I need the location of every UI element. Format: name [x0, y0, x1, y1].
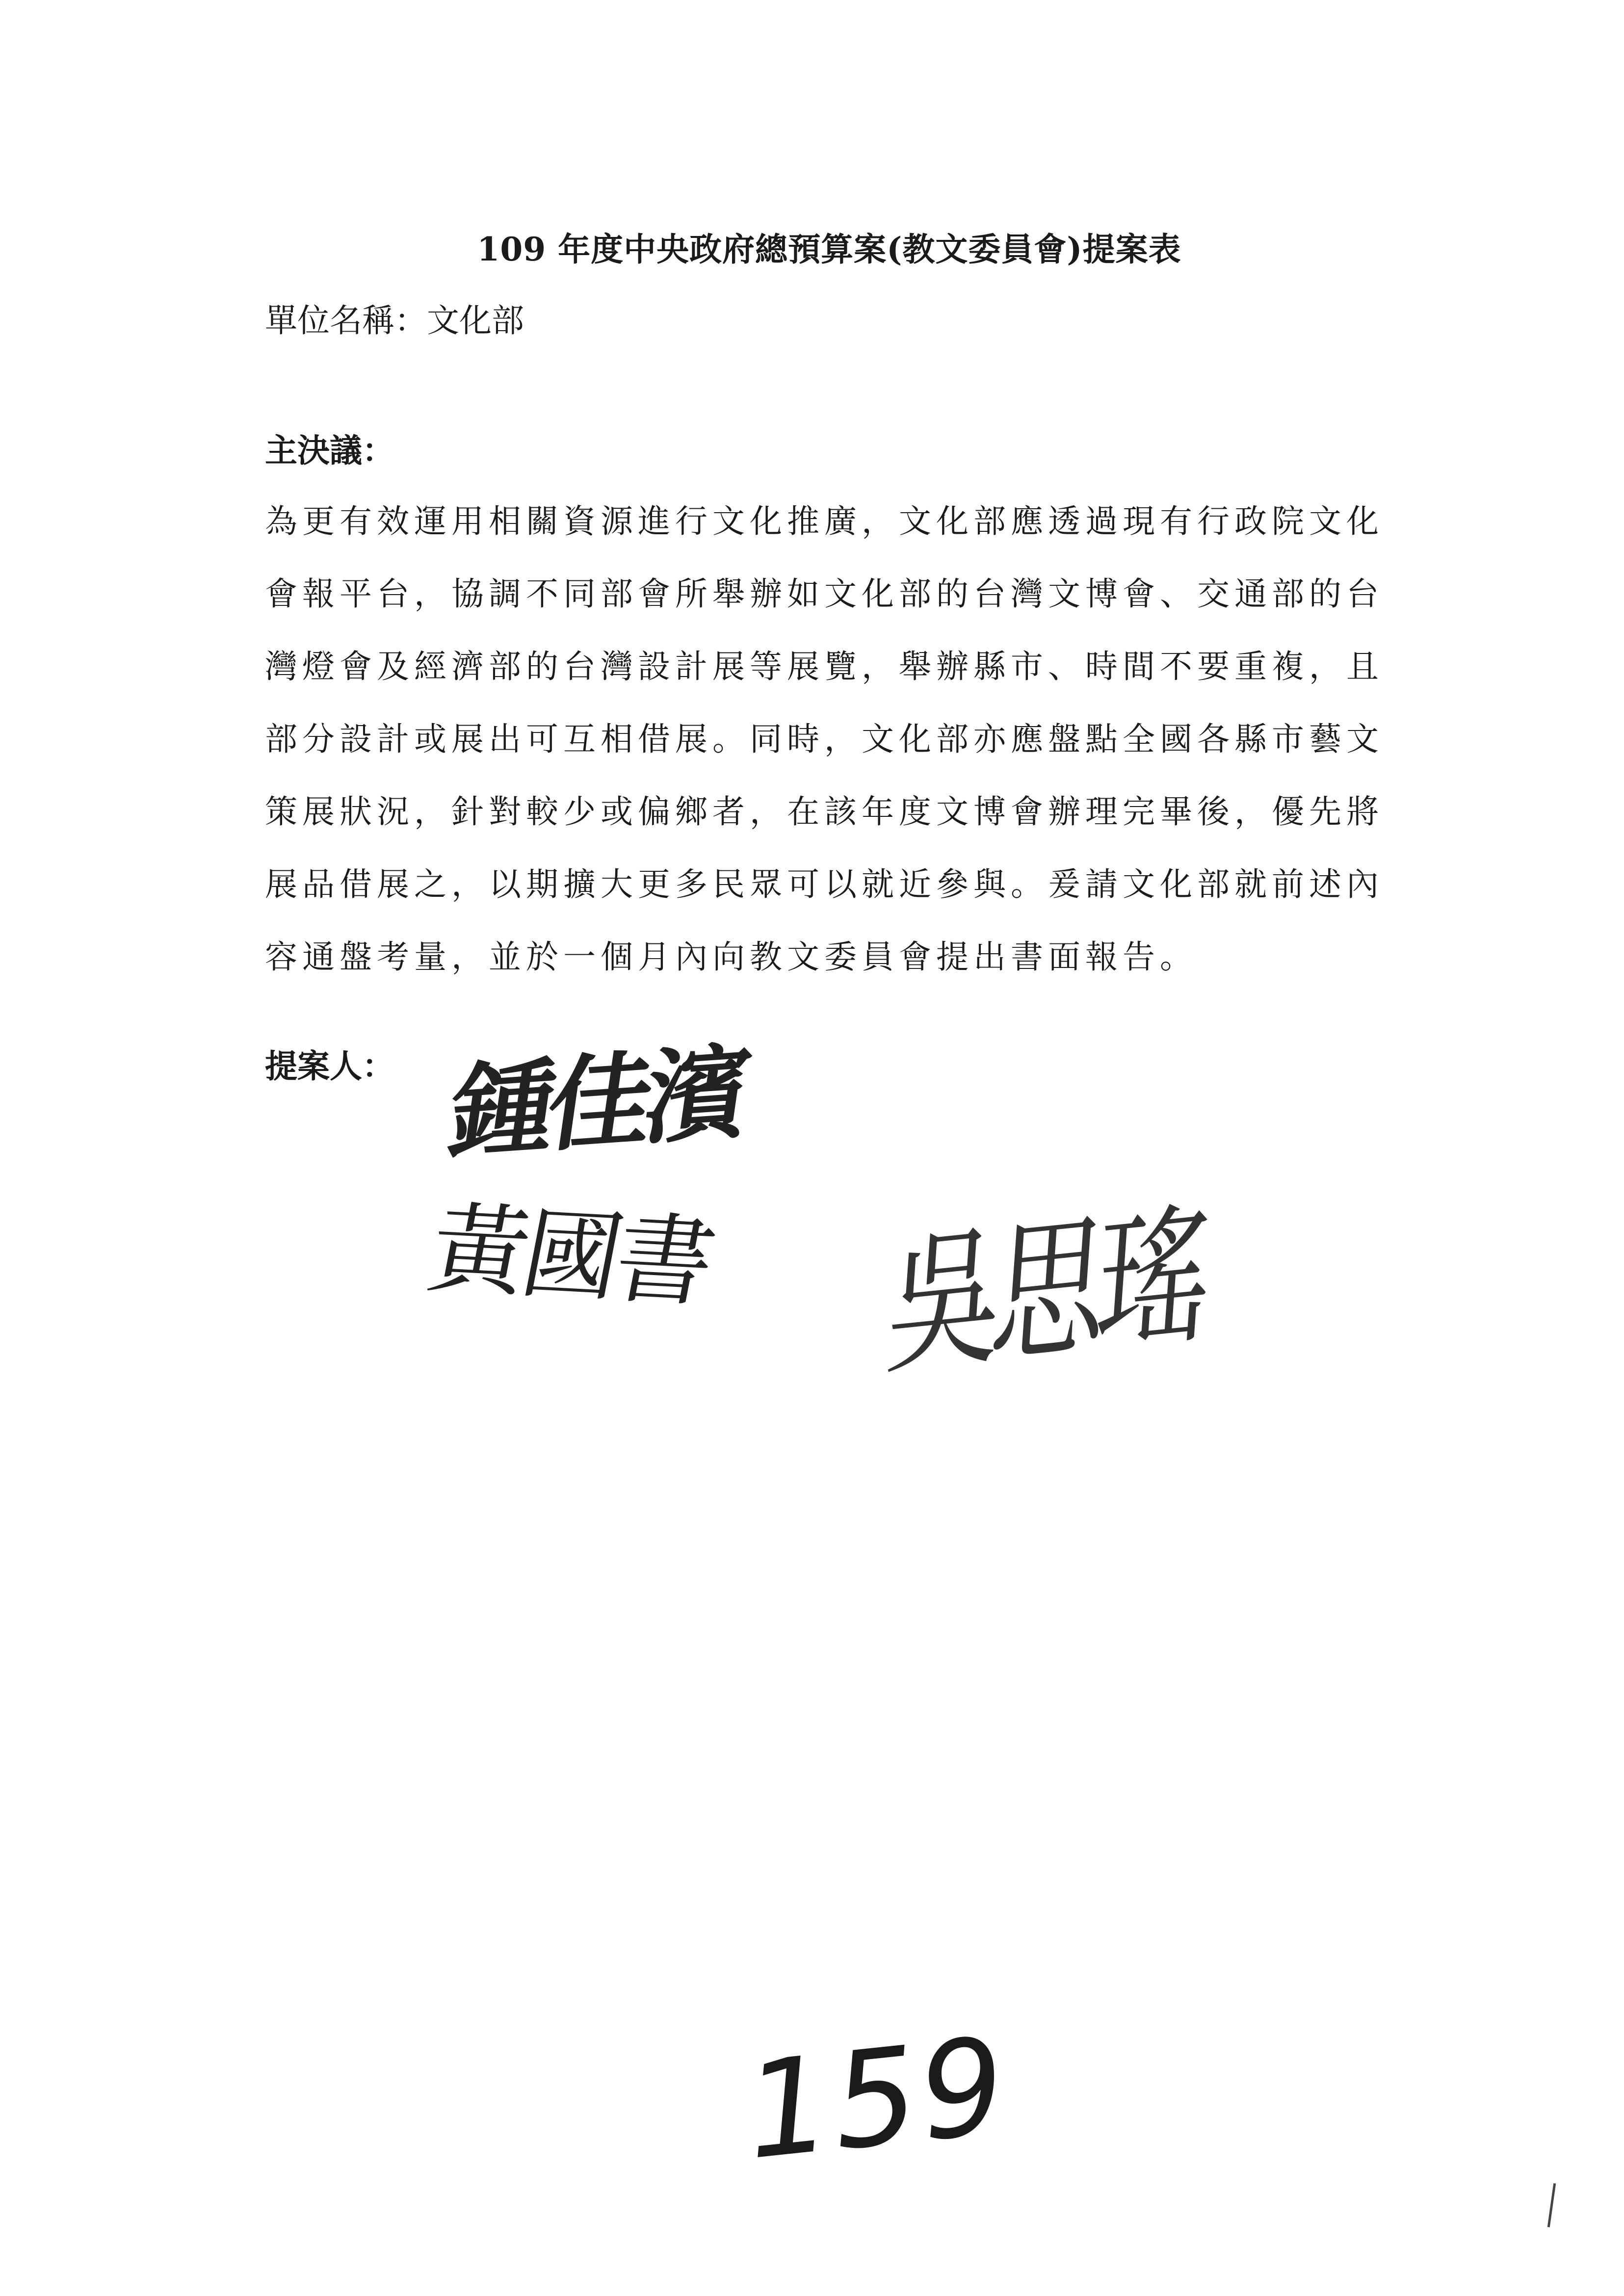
body-line: 灣燈會及經濟部的台灣設計展等展覽，舉辦縣市、時間不要重複，且	[265, 648, 1384, 685]
body-line: 策展狀況，針對較少或偏鄉者，在該年度文博會辦理完畢後，優先將	[265, 793, 1384, 831]
body-line: 部分設計或展出可互相借展。同時，文化部亦應盤點全國各縣市藝文	[265, 720, 1384, 758]
unit-name-line: 單位名稱：文化部	[265, 302, 524, 339]
signature-3: 吳思瑤	[881, 1188, 1207, 1396]
signature-2: 黃國書	[420, 1192, 720, 1321]
body-line: 會報平台，協調不同部會所舉辦如文化部的台灣文博會、交通部的台	[265, 575, 1384, 613]
body-line: 容通盤考量，並於一個月內向教文委員會提出書面報告。	[265, 938, 1197, 976]
handwritten-page-number: 159	[738, 2008, 1015, 2190]
body-line: 為更有效運用相關資源進行文化推廣，文化部應透過現有行政院文化	[265, 502, 1384, 540]
body-line: 展品借展之，以期擴大更多民眾可以就近參與。爰請文化部就前述內	[265, 865, 1384, 903]
edge-pen-mark	[1547, 2183, 1556, 2227]
signature-1: 鍾佳濱	[442, 1033, 752, 1174]
proposer-label: 提案人：	[265, 1047, 394, 1085]
document-title: 109 年度中央政府總預算案(教文委員會)提案表	[477, 230, 1181, 268]
main-resolution-heading: 主決議：	[265, 431, 394, 470]
resolution-body	[265, 498, 1393, 1006]
